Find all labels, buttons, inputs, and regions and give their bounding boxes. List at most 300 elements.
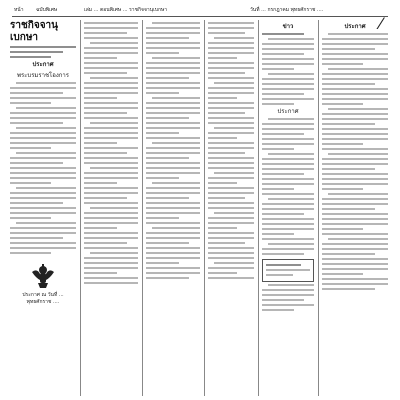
text-line xyxy=(84,282,138,284)
text-line xyxy=(262,299,304,301)
text-line xyxy=(208,132,254,134)
text-line xyxy=(84,22,138,24)
text-line xyxy=(214,262,254,264)
text-line xyxy=(322,263,388,265)
text-line xyxy=(322,73,388,75)
text-line xyxy=(10,102,51,104)
text-line xyxy=(262,233,294,235)
text-line xyxy=(84,157,138,159)
text-line xyxy=(152,22,200,24)
corner-annotation: ⁄ xyxy=(379,14,382,33)
text-line xyxy=(266,269,310,271)
text-line xyxy=(322,188,363,190)
text-line xyxy=(16,127,76,129)
text-line xyxy=(10,56,51,58)
text-line xyxy=(84,107,138,109)
text-line xyxy=(10,137,76,139)
column-6 xyxy=(322,20,388,398)
text-line xyxy=(208,252,254,254)
text-line xyxy=(84,72,127,74)
text-line xyxy=(208,62,254,64)
text-line xyxy=(84,152,127,154)
text-line xyxy=(322,78,388,80)
text-line xyxy=(90,42,138,44)
text-line xyxy=(208,277,254,279)
text-line xyxy=(208,137,237,139)
text-line xyxy=(10,212,76,214)
publication-label: เล่ม ... ตอนพิเศษ ... ราชกิจจานุเบกษา xyxy=(84,7,168,13)
text-line xyxy=(322,98,388,100)
text-line xyxy=(268,38,314,40)
text-line xyxy=(84,92,138,94)
text-line xyxy=(262,223,314,225)
page-header xyxy=(12,6,388,17)
text-line xyxy=(208,167,254,169)
text-line xyxy=(262,294,314,296)
text-line xyxy=(268,284,314,286)
text-line xyxy=(84,187,138,189)
text-line xyxy=(322,283,388,285)
text-line xyxy=(10,227,76,229)
text-line xyxy=(84,67,138,69)
text-line xyxy=(208,27,254,29)
text-line xyxy=(322,43,388,45)
text-line xyxy=(322,203,388,205)
garuda-emblem-icon xyxy=(28,262,58,290)
text-line xyxy=(10,197,76,199)
text-line xyxy=(146,252,200,254)
text-line xyxy=(268,118,314,120)
text-line xyxy=(262,133,304,135)
text-line xyxy=(146,117,189,119)
text-line xyxy=(208,222,254,224)
column-rule xyxy=(318,20,319,396)
text-line xyxy=(84,177,138,179)
text-line xyxy=(84,197,127,199)
text-line xyxy=(208,187,254,189)
text-line xyxy=(322,163,388,165)
text-line xyxy=(146,197,189,199)
text-line xyxy=(208,107,254,109)
text-line xyxy=(146,72,200,74)
text-line xyxy=(322,268,388,270)
text-line xyxy=(146,147,200,149)
text-line xyxy=(10,182,51,184)
text-line xyxy=(146,237,200,239)
text-block xyxy=(262,33,314,105)
column-rule xyxy=(204,20,205,396)
text-line xyxy=(208,247,254,249)
text-line xyxy=(262,143,314,145)
text-line xyxy=(84,237,138,239)
text-line xyxy=(328,108,388,110)
text-line xyxy=(266,274,293,276)
text-line xyxy=(262,53,304,55)
text-line xyxy=(84,182,117,184)
text-line xyxy=(322,118,388,120)
text-line xyxy=(146,192,200,194)
text-line xyxy=(322,123,375,125)
text-line xyxy=(322,113,388,115)
column-rule xyxy=(258,20,259,396)
text-line xyxy=(84,32,127,34)
text-line xyxy=(146,262,179,264)
text-line xyxy=(322,288,375,290)
text-line xyxy=(10,46,76,48)
text-line xyxy=(84,212,138,214)
text-line xyxy=(208,67,254,69)
text-line xyxy=(322,83,375,85)
text-line xyxy=(10,122,63,124)
text-line xyxy=(152,97,200,99)
text-line xyxy=(322,88,388,90)
text-line xyxy=(322,233,388,235)
text-line xyxy=(84,147,138,149)
text-line xyxy=(146,102,200,104)
text-line xyxy=(84,142,117,144)
text-line xyxy=(214,37,254,39)
text-line xyxy=(262,63,314,65)
text-line xyxy=(262,88,314,90)
text-line xyxy=(322,93,388,95)
text-line xyxy=(208,117,254,119)
column-rule xyxy=(80,20,81,396)
text-line xyxy=(10,247,76,249)
date-label: วันที่ ... กรกฎาคม พุทธศักราช .... xyxy=(250,7,324,13)
text-line xyxy=(146,167,200,169)
text-line xyxy=(16,82,76,84)
text-line xyxy=(10,192,76,194)
text-line xyxy=(208,237,254,239)
text-line xyxy=(208,92,254,94)
text-line xyxy=(262,48,314,50)
text-line xyxy=(146,272,200,274)
text-line xyxy=(10,142,76,144)
text-line xyxy=(322,148,388,150)
text-line xyxy=(262,98,314,100)
text-line xyxy=(146,77,189,79)
text-line xyxy=(16,152,76,154)
text-line xyxy=(84,232,138,234)
text-line xyxy=(262,78,314,80)
text-line xyxy=(262,309,294,311)
text-line xyxy=(146,152,200,154)
text-line xyxy=(90,207,138,209)
text-line xyxy=(10,172,76,174)
text-line xyxy=(262,68,294,70)
text-line xyxy=(84,247,138,249)
closing-note: ประกาศ ณ วันที่ ... พุทธศักราช .... xyxy=(22,292,64,305)
text-line xyxy=(10,207,76,209)
text-line xyxy=(146,52,179,54)
text-line xyxy=(90,167,138,169)
text-line xyxy=(208,202,254,204)
text-line xyxy=(262,228,314,230)
text-line xyxy=(328,153,388,155)
text-line xyxy=(10,167,76,169)
text-line xyxy=(84,117,138,119)
text-line xyxy=(146,112,200,114)
text-line xyxy=(146,257,200,259)
text-line xyxy=(262,163,314,165)
text-line xyxy=(146,87,200,89)
text-line xyxy=(146,32,200,34)
text-line xyxy=(10,162,63,164)
text-line xyxy=(146,162,200,164)
text-line xyxy=(262,304,314,306)
text-line xyxy=(262,158,314,160)
text-line xyxy=(262,193,314,195)
text-line xyxy=(84,222,138,224)
text-line xyxy=(322,253,375,255)
column-4 xyxy=(208,20,254,398)
text-line xyxy=(84,267,138,269)
text-line xyxy=(90,252,138,254)
text-line xyxy=(146,232,200,234)
text-line xyxy=(322,173,388,175)
text-line xyxy=(208,197,245,199)
text-line xyxy=(268,198,314,200)
text-line xyxy=(208,232,254,234)
text-line xyxy=(84,62,138,64)
text-line xyxy=(84,172,138,174)
text-line xyxy=(328,68,388,70)
text-line xyxy=(84,112,127,114)
text-line xyxy=(322,183,388,185)
text-line xyxy=(208,142,254,144)
text-line xyxy=(84,87,138,89)
text-line xyxy=(268,73,314,75)
text-line xyxy=(322,273,363,275)
text-line xyxy=(16,187,76,189)
text-line xyxy=(262,238,314,240)
text-line xyxy=(146,277,189,279)
text-line xyxy=(322,53,388,55)
text-line xyxy=(322,63,363,65)
text-line xyxy=(322,213,388,215)
announcement-heading-right: ประกาศ xyxy=(344,23,366,30)
text-line xyxy=(322,103,363,105)
text-line xyxy=(146,107,200,109)
text-line xyxy=(10,117,76,119)
text-line xyxy=(208,52,254,54)
text-line xyxy=(84,277,138,279)
text-line xyxy=(208,257,254,259)
text-line xyxy=(208,102,254,104)
text-line xyxy=(262,203,314,205)
text-line xyxy=(328,33,388,35)
text-line xyxy=(322,158,388,160)
text-line xyxy=(208,157,254,159)
text-line xyxy=(10,202,63,204)
text-line xyxy=(262,93,304,95)
text-line xyxy=(262,253,304,255)
text-line xyxy=(146,47,200,49)
text-line xyxy=(208,272,237,274)
text-line xyxy=(322,228,363,230)
text-line xyxy=(262,213,304,215)
text-line xyxy=(262,33,304,35)
text-line xyxy=(84,262,138,264)
text-line xyxy=(10,232,76,234)
text-line xyxy=(322,143,363,145)
text-block xyxy=(146,22,200,279)
text-line xyxy=(262,248,314,250)
column-1-body xyxy=(10,82,76,254)
text-line xyxy=(10,87,76,89)
text-line xyxy=(146,172,200,174)
text-line xyxy=(152,182,200,184)
text-line xyxy=(322,208,375,210)
text-line xyxy=(84,102,138,104)
text-line xyxy=(152,227,200,229)
text-line xyxy=(208,57,237,59)
text-line xyxy=(84,202,138,204)
column-5 xyxy=(262,20,314,398)
text-line xyxy=(10,97,76,99)
text-line xyxy=(10,92,63,94)
column-2 xyxy=(84,20,138,398)
masthead-subtext xyxy=(10,46,76,58)
text-line xyxy=(262,138,314,140)
text-line xyxy=(214,212,254,214)
text-line xyxy=(322,128,388,130)
text-line xyxy=(146,67,200,69)
announcement-heading: ประกาศ xyxy=(32,61,54,68)
text-line xyxy=(84,162,138,164)
text-line xyxy=(322,58,388,60)
text-line xyxy=(146,137,200,139)
text-line xyxy=(84,217,138,219)
text-line xyxy=(322,248,388,250)
text-line xyxy=(322,223,388,225)
text-line xyxy=(146,92,179,94)
text-line xyxy=(10,132,76,134)
text-line xyxy=(322,243,388,245)
text-line xyxy=(84,192,138,194)
text-line xyxy=(214,172,254,174)
text-line xyxy=(208,162,254,164)
text-line xyxy=(208,42,254,44)
text-line xyxy=(322,178,388,180)
text-block xyxy=(262,284,314,311)
text-line xyxy=(262,123,314,125)
section-heading: ประกาศ xyxy=(277,108,299,115)
text-line xyxy=(84,272,117,274)
text-line xyxy=(208,152,245,154)
text-line xyxy=(146,187,200,189)
text-line xyxy=(10,177,76,179)
text-line xyxy=(146,132,179,134)
text-line xyxy=(262,58,314,60)
text-line xyxy=(16,222,76,224)
text-line xyxy=(214,82,254,84)
text-line xyxy=(262,128,314,130)
text-line xyxy=(84,82,138,84)
text-block xyxy=(322,33,388,290)
text-line xyxy=(262,83,314,85)
text-line xyxy=(208,207,254,209)
text-line xyxy=(10,252,51,254)
text-line xyxy=(10,51,63,53)
text-line xyxy=(208,32,245,34)
text-line xyxy=(322,218,388,220)
column-3 xyxy=(146,20,200,398)
text-line xyxy=(90,122,138,124)
text-line xyxy=(208,97,237,99)
text-line xyxy=(10,147,51,149)
text-line xyxy=(84,242,127,244)
text-line xyxy=(262,289,314,291)
text-line xyxy=(322,168,375,170)
text-line xyxy=(208,47,254,49)
text-line xyxy=(146,62,200,64)
text-line xyxy=(84,97,117,99)
text-line xyxy=(262,188,294,190)
edition-label: ฉบับพิเศษ xyxy=(36,7,58,13)
text-line xyxy=(322,133,388,135)
text-line xyxy=(84,27,138,29)
text-line xyxy=(208,267,254,269)
text-line xyxy=(146,127,200,129)
text-line xyxy=(262,103,294,105)
text-line xyxy=(152,57,200,59)
text-line xyxy=(146,207,200,209)
text-line xyxy=(262,183,314,185)
column-rule xyxy=(142,20,143,396)
text-line xyxy=(262,178,314,180)
text-line xyxy=(322,198,388,200)
text-block xyxy=(262,118,314,255)
text-line xyxy=(90,77,138,79)
text-line xyxy=(268,153,314,155)
text-line xyxy=(146,42,200,44)
text-line xyxy=(262,168,314,170)
text-line xyxy=(262,43,314,45)
text-line xyxy=(84,57,117,59)
text-line xyxy=(146,157,189,159)
newspaper-page xyxy=(6,6,394,398)
text-line xyxy=(146,222,200,224)
text-line xyxy=(10,112,76,114)
text-line xyxy=(146,27,200,29)
text-line xyxy=(322,48,375,50)
text-line xyxy=(84,257,138,259)
text-line xyxy=(328,193,388,195)
text-line xyxy=(84,37,138,39)
text-line xyxy=(208,182,237,184)
royal-command-heading: พระบรมราชโองการ xyxy=(16,72,70,79)
text-line xyxy=(10,157,76,159)
text-line xyxy=(146,122,200,124)
news-heading: ข่าว xyxy=(282,23,294,30)
text-line xyxy=(322,278,388,280)
text-line xyxy=(268,243,314,245)
text-line xyxy=(208,122,254,124)
text-line xyxy=(10,217,51,219)
text-line xyxy=(84,127,138,129)
text-block xyxy=(208,22,254,279)
text-line xyxy=(84,52,138,54)
text-line xyxy=(262,218,314,220)
text-line xyxy=(262,173,304,175)
text-line xyxy=(84,47,138,49)
text-line xyxy=(208,177,254,179)
text-line xyxy=(146,212,200,214)
page-label: หน้า xyxy=(14,7,24,13)
text-line xyxy=(146,82,200,84)
text-line xyxy=(328,238,388,240)
